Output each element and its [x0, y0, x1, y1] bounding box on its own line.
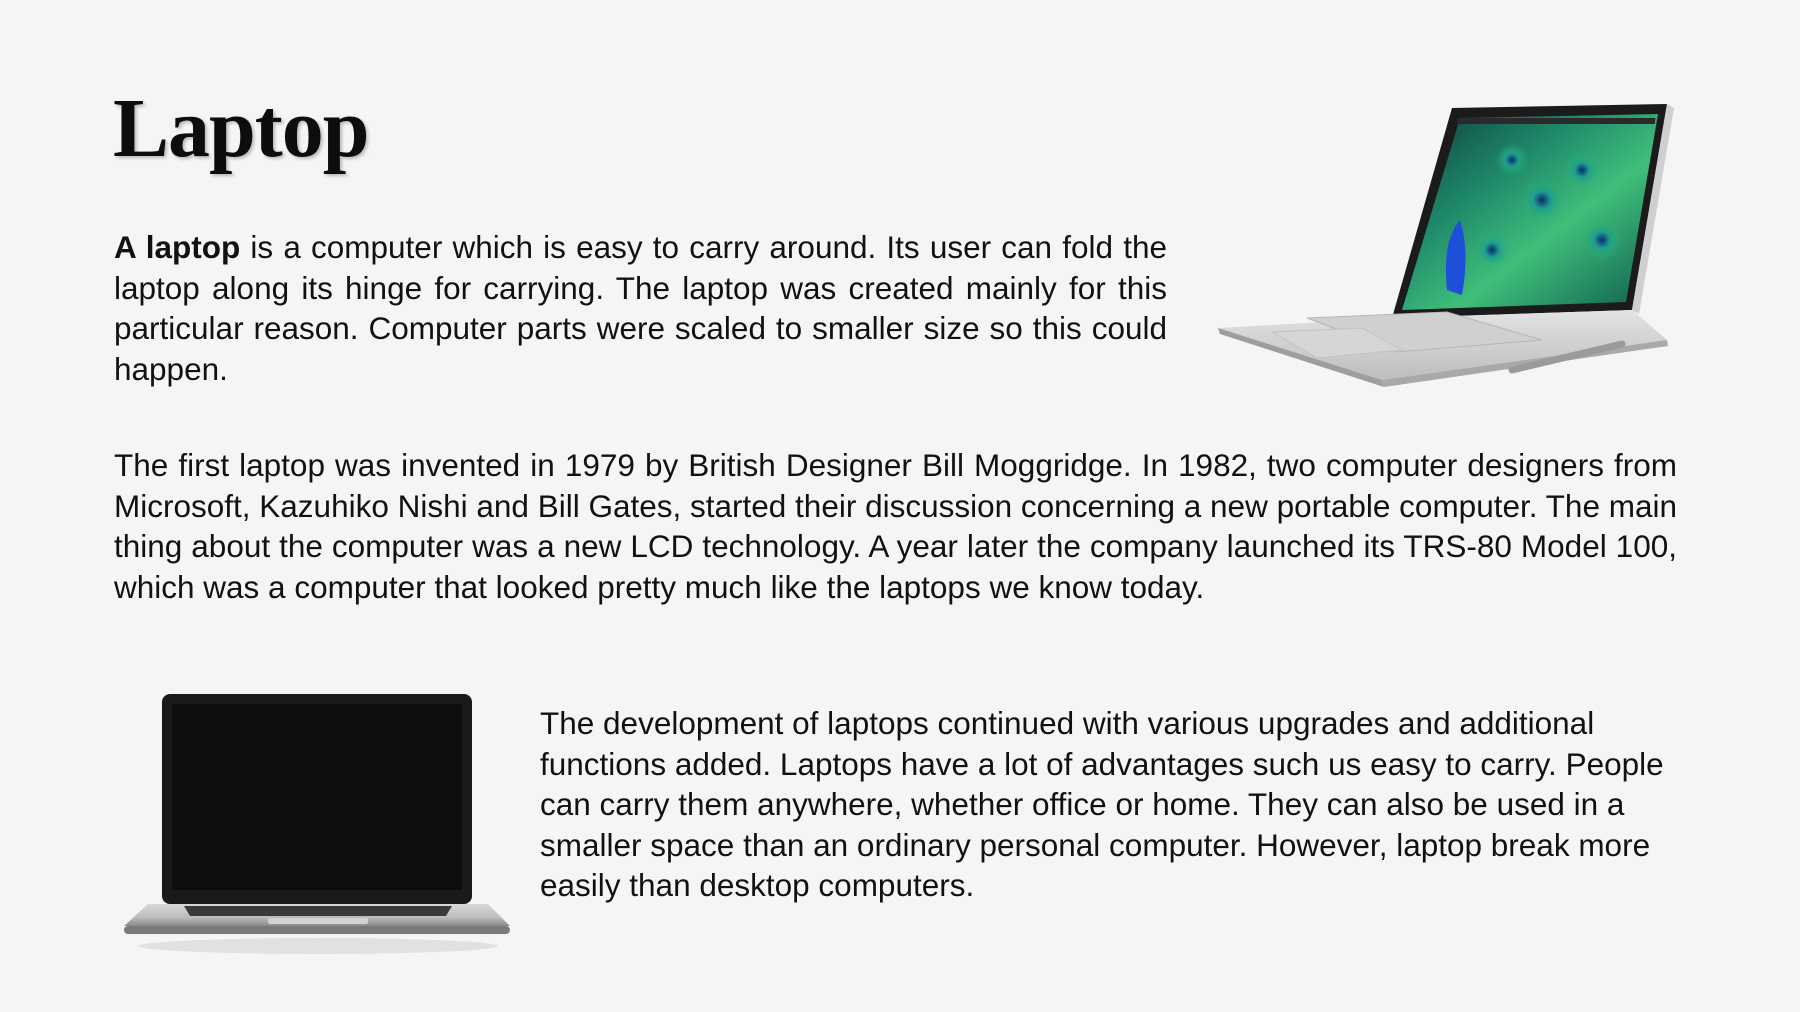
page-title: Laptop	[113, 82, 369, 175]
intro-bold-lead: A laptop	[114, 229, 241, 265]
macbook-laptop-image	[118, 690, 518, 990]
development-paragraph: The development of laptops continued with various upgrades and additional functions added. Laptops have a lot of advantages such us easy to carry. People can carry them anywhere, whether office or home. They can also be used in a smaller space than an ordinary personal computer. However, laptop break more easily than desktop computers.	[540, 705, 1664, 903]
intro-paragraph	[114, 227, 1167, 389]
history-paragraph: The first laptop was invented in 1979 by British Designer Bill Moggridge. In 1982, two computer designers from Microsoft, Kazuhiko Nishi and Bill Gates, started their discussion concerning a new portable computer. The main thing about the computer was a new LCD technology. A year later the company launched its TRS-80 Model 100, which was a computer that looked pretty much like the laptops we know today.	[114, 447, 1677, 605]
surface-book-laptop-image	[1212, 100, 1682, 390]
intro-text: is a computer which is easy to carry around. Its user can fold the laptop along its hinge for carrying. The laptop was created mainly for this particular reason. Computer parts were scaled to smaller size so this could happen.	[114, 229, 1167, 387]
